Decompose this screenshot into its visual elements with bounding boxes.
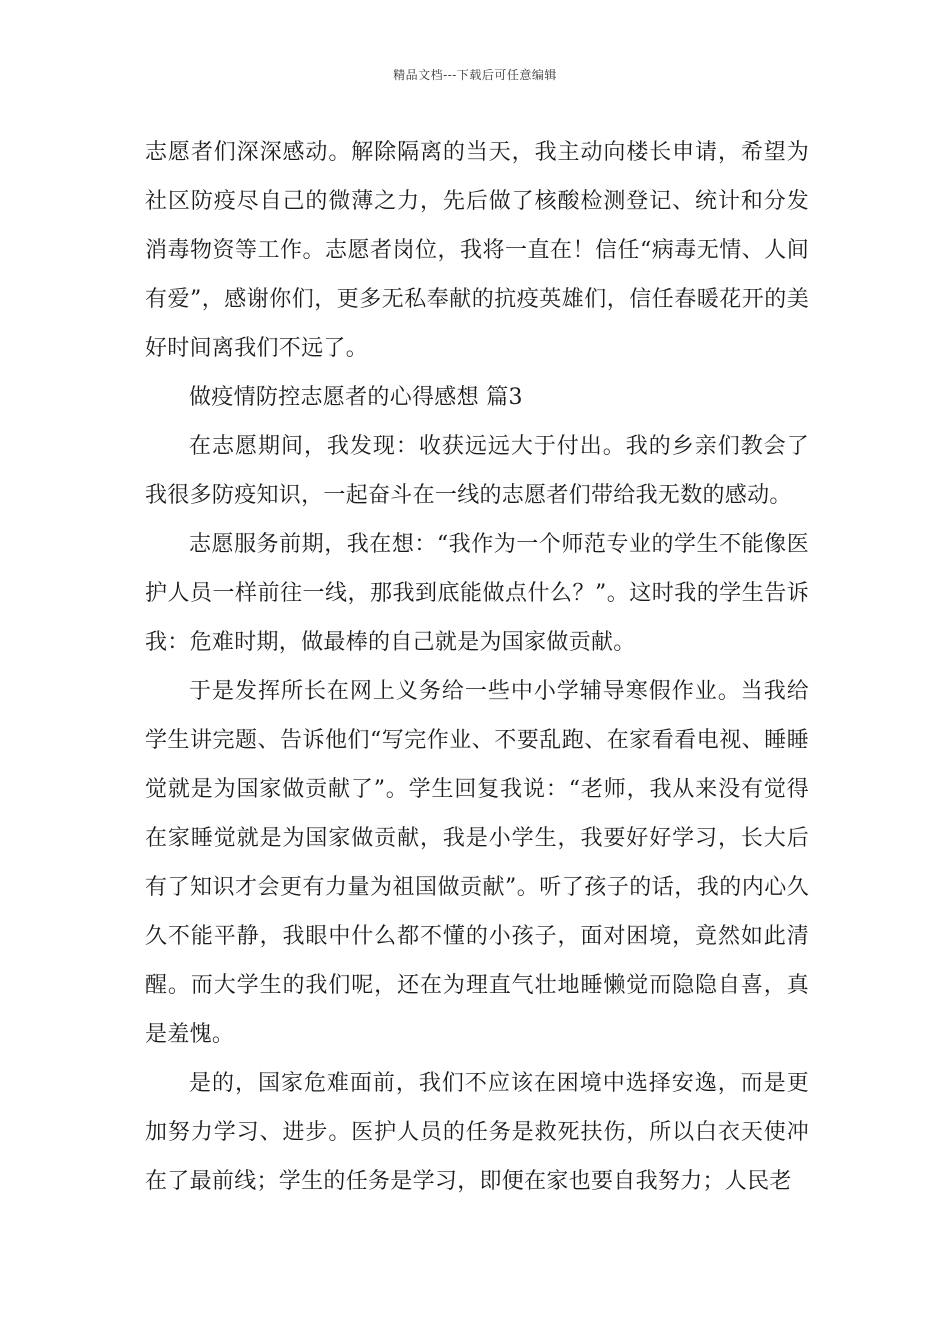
document-body [145,128,809,1206]
paragraph: 于是发挥所长在网上义务给一些中小学辅导寒假作业。当我给学生讲完题、告诉他们“写完作业、不要乱跑、在家看看电视、睡睡觉就是为国家做贡献了”。学生回复我说：“老师，我从来没有觉得在家睡觉就是为国家做贡献，我是小学生，我要好好学习，长大后有了知识才会更有力量为祖国做贡献”。听了孩子的话，我的内心久久不能平静，我眼中什么都不懂的小孩子，面对困境，竟然如此清醒。而大学生的我们呢，还在为理直气壮地睡懒觉而隐隐自喜，真是羞愧。 [145,679,809,1047]
paragraph-continuation: 志愿者们深深感动。解除隔离的当天，我主动向楼长申请，希望为社区防疫尽自己的微薄之力，先后做了核酸检测登记、统计和分发消毒物资等工作。志愿者岗位，我将一直在！信任“病毒无情、人间有爱”，感谢你们，更多无私奉献的抗疫英雄们，信任春暖花开的美好时间离我们不远了。 [145,140,809,361]
section-title: 做疫情防控志愿者的心得感想 篇3 [189,385,523,410]
paragraph: 是的，国家危难面前，我们不应该在困境中选择安逸，而是更加努力学习、进步。医护人员的任务是救死扶伤，所以白衣天使冲在了最前线；学生的任务是学习，即便在家也要自我努力；人民老 [145,1071,809,1194]
page-header: 精品文档---下载后可任意编辑 [393,68,557,82]
paragraph: 志愿服务前期，我在想：“我作为一个师范专业的学生不能像医护人员一样前往一线，那我到底能做点什么？”。这时我的学生告诉我：危难时期，做最棒的自己就是为国家做贡献。 [145,532,809,655]
paragraph: 在志愿期间，我发现：收获远远大于付出。我的乡亲们教会了我很多防疫知识，一起奋斗在一线的志愿者们带给我无数的感动。 [145,434,809,508]
